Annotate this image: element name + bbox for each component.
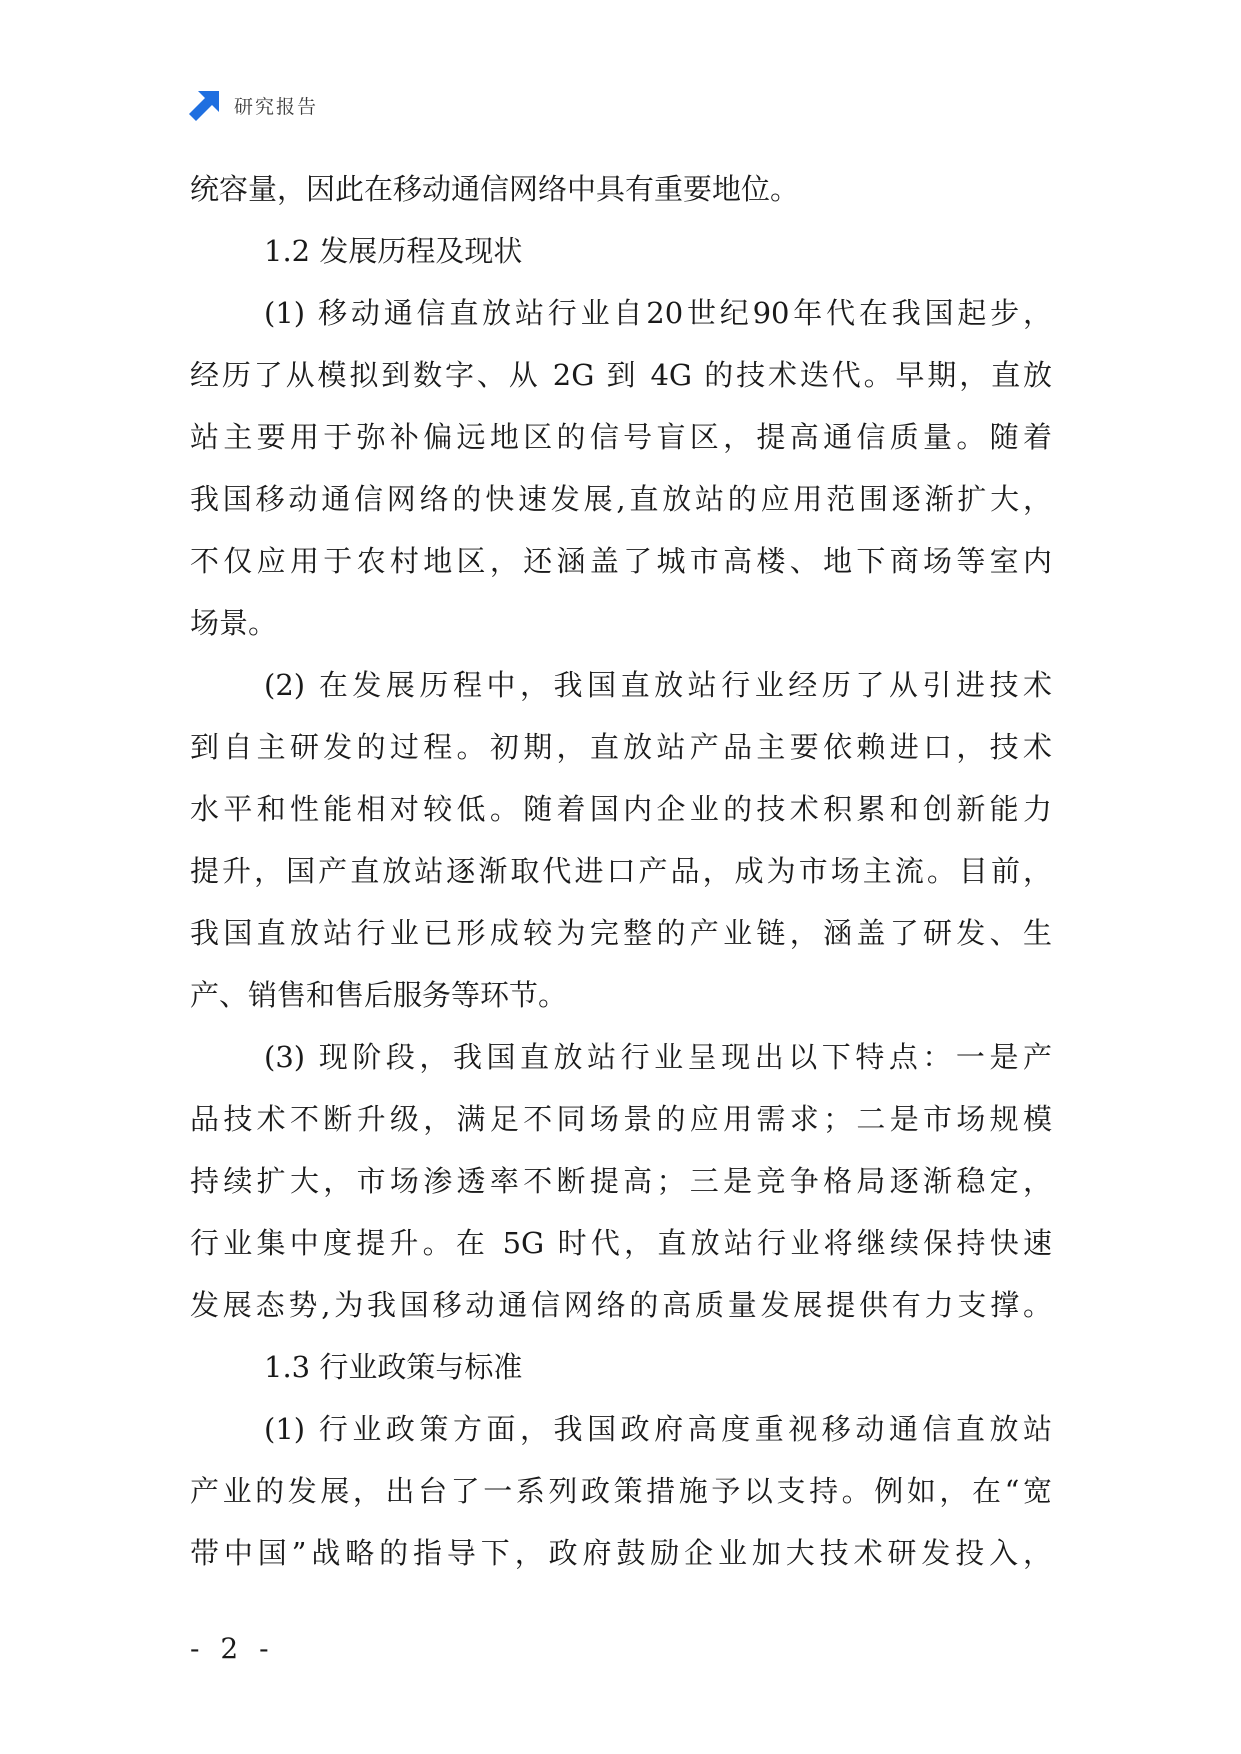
text-line: 站主要用于弥补偏远地区的信号盲区，提高通信质量。随着 [190,420,1052,454]
text-line: 提升，国产直放站逐渐取代进口产品，成为市场主流。目前， [190,854,1052,888]
text-line: (2) 在发展历程中，我国直放站行业经历了从引进技术 [264,668,1052,702]
text-line: (1) 行业政策方面，我国政府高度重视移动通信直放站 [264,1412,1052,1446]
document-body [190,158,1052,1584]
report-header-title: 研究报告 [234,95,319,118]
report-header [188,88,318,122]
text-line: 品技术不断升级，满足不同场景的应用需求；二是市场规模 [190,1102,1052,1136]
text-line: 1.3 行业政策与标准 [264,1350,523,1384]
text-line: 行业集中度提升。在 5G 时代，直放站行业将继续保持快速 [190,1226,1052,1260]
text-line: 经历了从模拟到数字、从 2G 到 4G 的技术迭代。早期，直放 [190,358,1052,392]
text-line: 水平和性能相对较低。随着国内企业的技术积累和创新能力 [190,792,1052,826]
text-line: 场景。 [190,606,278,640]
text-line: 带中国”战略的指导下，政府鼓励企业加大技术研发投入， [190,1536,1052,1570]
text-line: 到自主研发的过程。初期，直放站产品主要依赖进口，技术 [190,730,1052,764]
text-line: 不仅应用于农村地区，还涵盖了城市高楼、地下商场等室内 [190,544,1052,578]
text-line: 我国移动通信网络的快速发展,直放站的应用范围逐渐扩大， [190,482,1052,516]
text-line: 我国直放站行业已形成较为完整的产业链，涵盖了研发、生 [190,916,1052,950]
text-line: 产业的发展，出台了一系列政策措施予以支持。例如，在“宽 [190,1474,1052,1508]
text-line: (1) 移动通信直放站行业自20世纪90年代在我国起步， [264,296,1052,330]
arrow-up-right-logo-icon [188,88,222,122]
text-line: 持续扩大，市场渗透率不断提高；三是竞争格局逐渐稳定， [190,1164,1052,1198]
text-line: (3) 现阶段，我国直放站行业呈现出以下特点：一是产 [264,1040,1052,1074]
page-number: - 2 - [190,1632,275,1665]
text-line: 产、销售和售后服务等环节。 [190,978,568,1012]
text-line: 发展态势,为我国移动通信网络的高质量发展提供有力支撑。 [190,1288,1052,1322]
text-line: 1.2 发展历程及现状 [264,234,523,268]
text-line: 统容量，因此在移动通信网络中具有重要地位。 [190,172,800,206]
